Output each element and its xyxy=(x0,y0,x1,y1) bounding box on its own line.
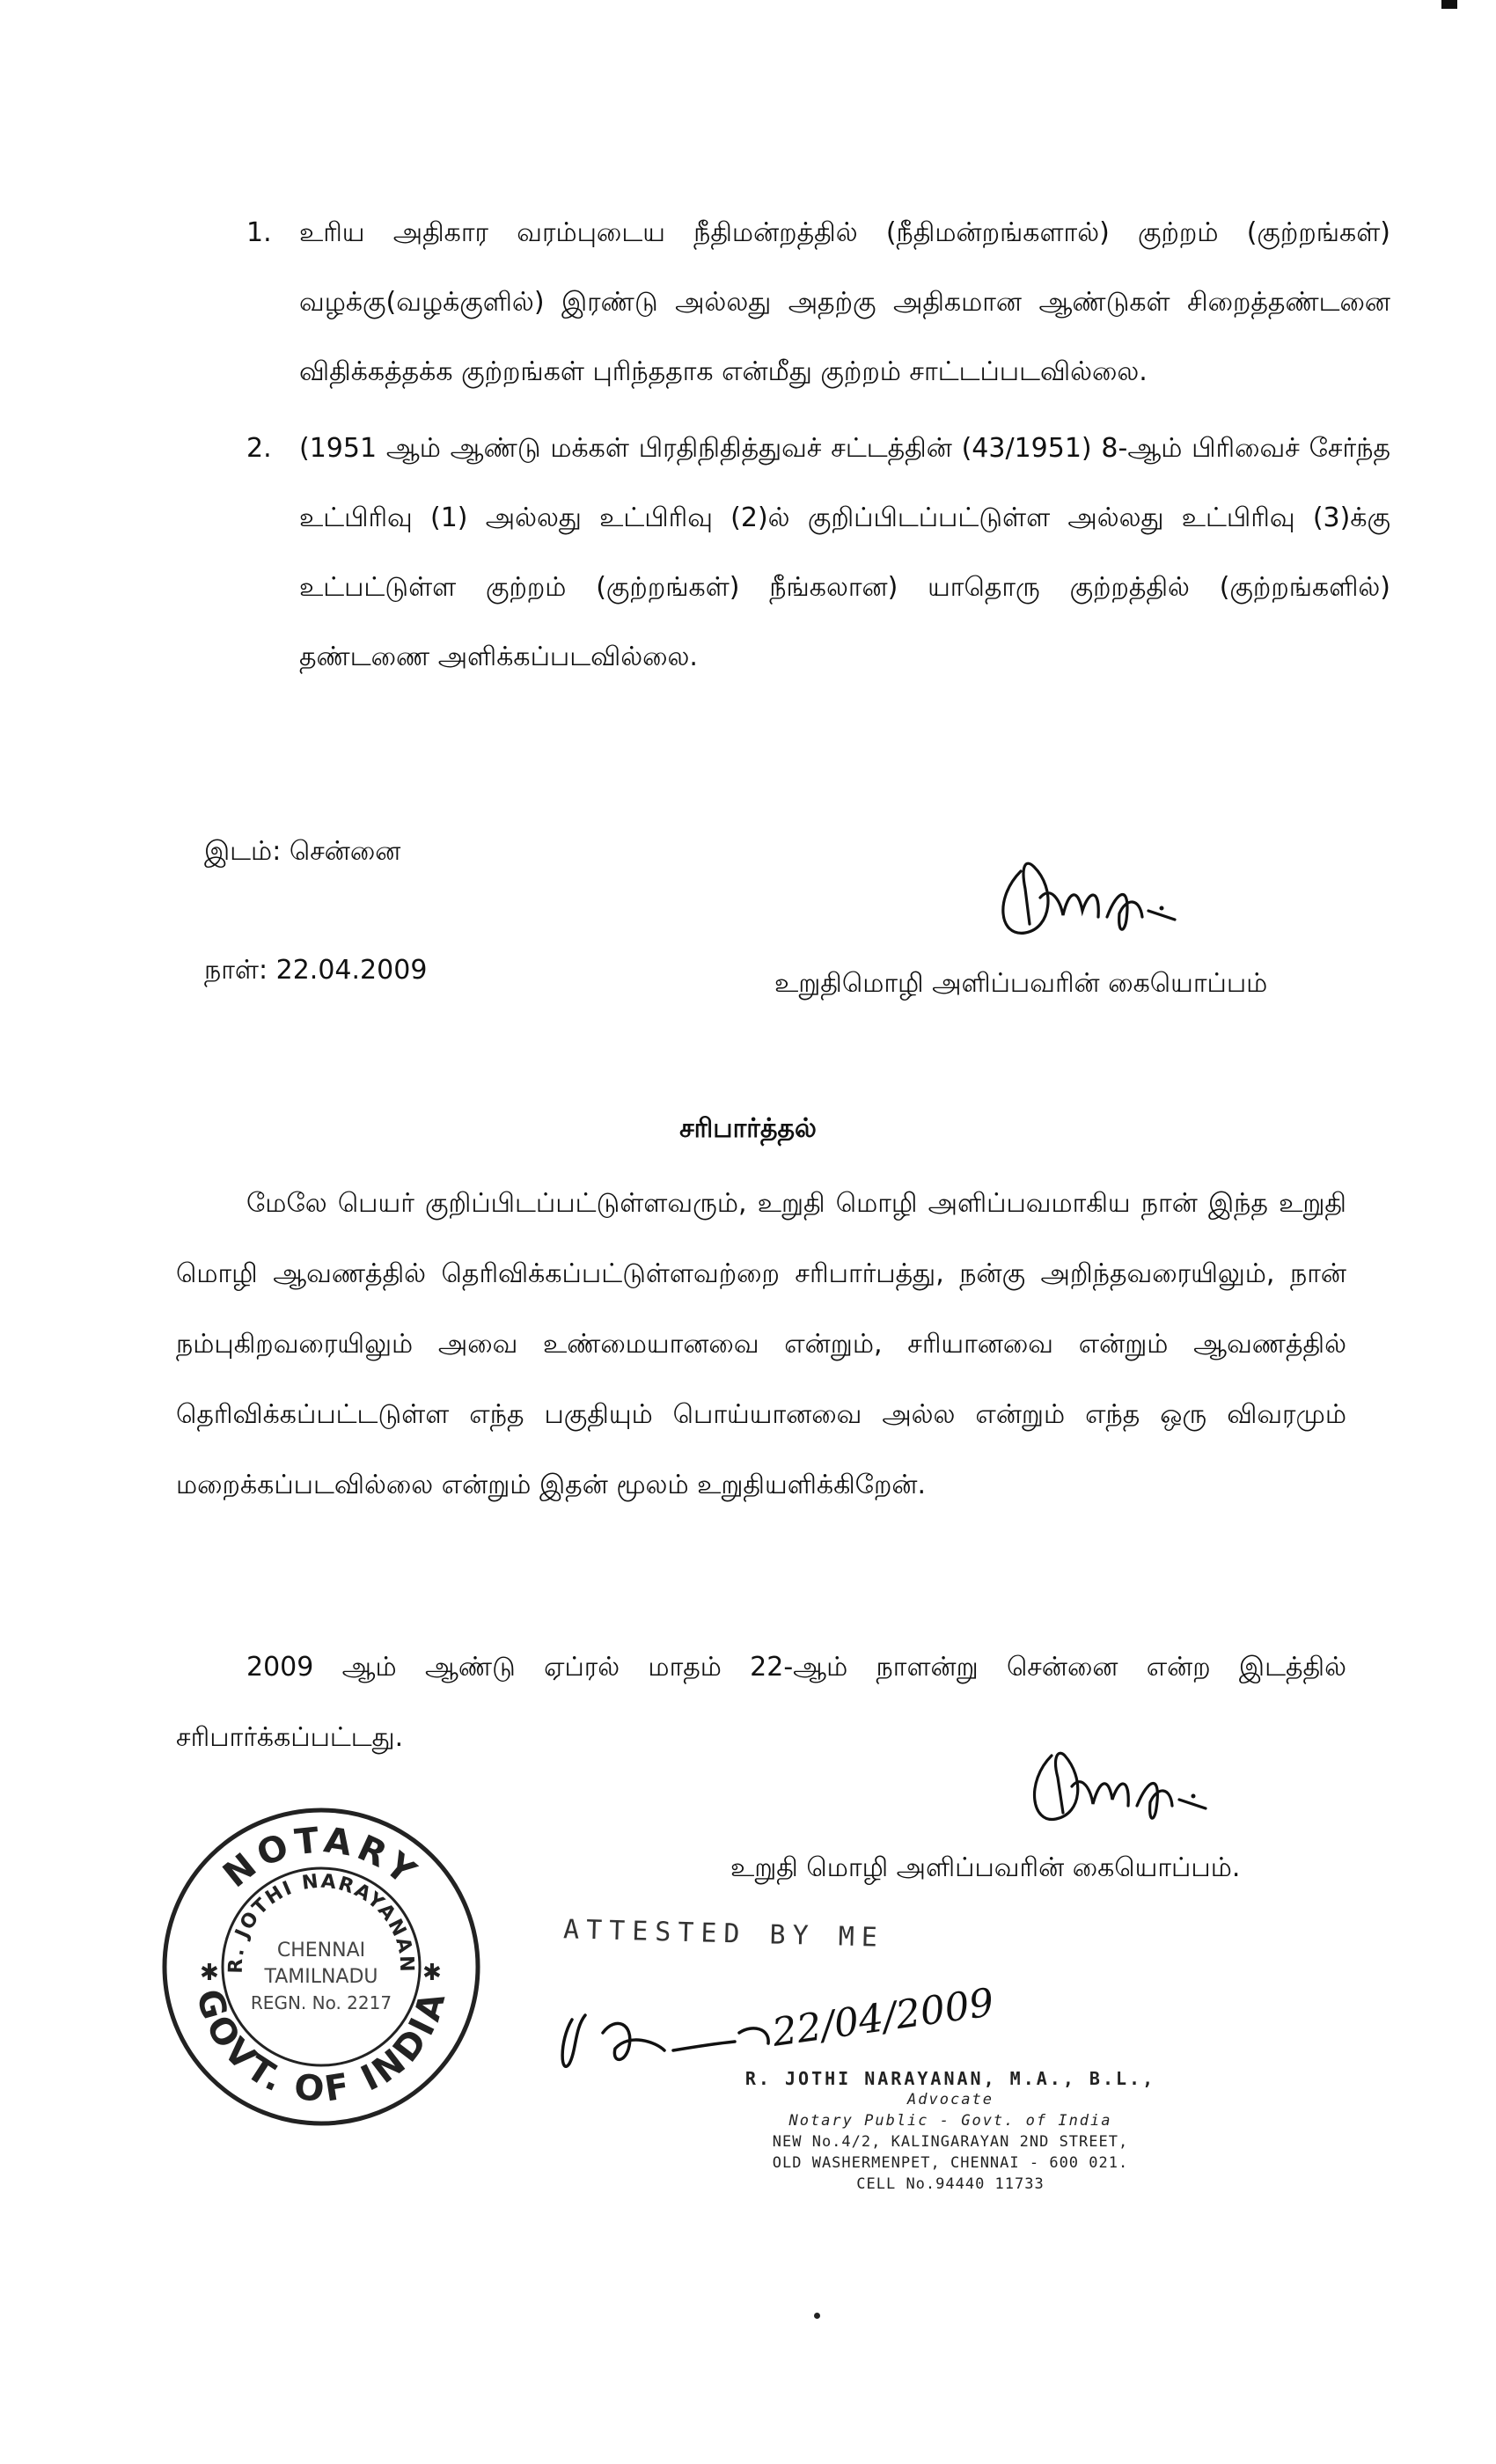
notary-cell: CELL No.94440 11733 xyxy=(856,2175,1045,2193)
signature-2 xyxy=(1021,1729,1214,1835)
seal-star-icon: ✱ xyxy=(422,1960,442,1986)
seal-regn: REGN. No. 2217 xyxy=(250,1992,392,2013)
verification-heading: சரிபார்த்தல் xyxy=(679,1113,817,1144)
verification-date-paragraph: 2009 ஆம் ஆண்டு ஏப்ரல் மாதம் 22-ஆம் நாளன்று சென்னை என்ற இடத்தில் சரிபார்க்கப்பட்டது. xyxy=(176,1652,1346,1753)
notary-stamp-block xyxy=(704,2068,1197,2195)
notary-address-2: OLD WASHERMENPET, CHENNAI - 600 021. xyxy=(772,2154,1129,2172)
attested-label: ATTESTED BY ME xyxy=(562,1914,885,1954)
seal-star-icon: ✱ xyxy=(200,1960,219,1986)
attestation-date: 22/04/2009 xyxy=(769,1980,997,2056)
notary-name: R. JOTHI NARAYANAN, M.A., B.L., xyxy=(744,2068,1156,2089)
declaration-number: 2. xyxy=(246,433,272,464)
seal-state: TAMILNADU xyxy=(264,1966,378,1988)
date-line: நாள்: 22.04.2009 xyxy=(204,955,428,986)
seal-city: CHENNAI xyxy=(276,1940,366,1962)
deponent-signature-label: உறுதிமொழி அளிப்பவரின் கையொப்பம் xyxy=(774,968,1268,999)
declaration-text: உரிய அதிகார வரம்புடைய நீதிமன்றத்தில் (நீதிமன்றங்களால்) குற்றம் (குற்றங்கள்) வழக்கு(வழக்குளில்) இரண்டு அல்லது அதற்கு அதிகமான ஆண்டுகள் சிறைத்தண்டனை விதிக்கத்தக்க குற்றங்கள் புரிந்ததாக என்மீது குற்றம் சாட்டப்படவில்லை. xyxy=(299,217,1390,387)
place-line: இடம்: சென்னை xyxy=(204,836,401,867)
declaration-text: (1951 ஆம் ஆண்டு மக்கள் பிரதிநிதித்துவச் சட்டத்தின் (43/1951) 8-ஆம் பிரிவைச் சேர்ந்த உட்பிரிவு (1) அல்லது உட்பிரிவு (2)ல் குறிப்பிடப்பட்டுள்ள அல்லது உட்பிரிவு (3)க்கு உட்பட்டுள்ள குற்றம் (குற்றங்கள்) நீங்கலான) யாதொரு குற்றத்தில் (குற்றங்களில்) தண்டணை அளிக்கப்படவில்லை. xyxy=(299,433,1390,672)
seal-name: R. JOTHI NARAYANAN xyxy=(224,1870,418,1974)
notary-address-1: NEW No.4/2, KALINGARAYAN 2ND STREET, xyxy=(772,2133,1129,2151)
verification-paragraph: மேலே பெயர் குறிப்பிடப்பட்டுள்ளவரும், உறுதி மொழி அளிப்பவமாகிய நான் இந்த உறுதி மொழி ஆவணத்தில் தெரிவிக்கப்பட்டுள்ளவற்றை சரிபார்பத்து, நன்கு அறிந்தவரையிலும், நான் நம்புகிறவரையிலும் அவை உண்மையானவை என்றும், சரியானவை என்றும் ஆவணத்தில் தெரிவிக்கப்பட்டடுள்ள எந்த பகுதியும் பொய்யானவை அல்ல என்றும் எந்த ஒரு விவரமும் மறைக்கப்படவில்லை என்றும் இதன் மூலம் உறுதியளிக்கிறேன். xyxy=(176,1188,1346,1500)
seal-top-text: NOTARY xyxy=(216,1820,428,1896)
declaration-item xyxy=(246,414,1390,692)
notary-title: Notary Public - Govt. of India xyxy=(788,2112,1112,2130)
declaration-item xyxy=(246,198,1390,407)
stray-dot xyxy=(814,2313,820,2319)
deponent-signature-label-2: உறுதி மொழி அளிப்பவரின் கையொப்பம். xyxy=(730,1852,1241,1883)
notary-seal xyxy=(154,1800,488,2134)
declaration-list xyxy=(246,198,1390,699)
seal-bottom-text: GOVT. OF INDIA xyxy=(187,1984,455,2111)
declaration-number: 1. xyxy=(246,217,272,248)
corner-mark xyxy=(1441,0,1457,9)
signature-1 xyxy=(986,836,1188,950)
notary-designation: Advocate xyxy=(907,2091,994,2108)
